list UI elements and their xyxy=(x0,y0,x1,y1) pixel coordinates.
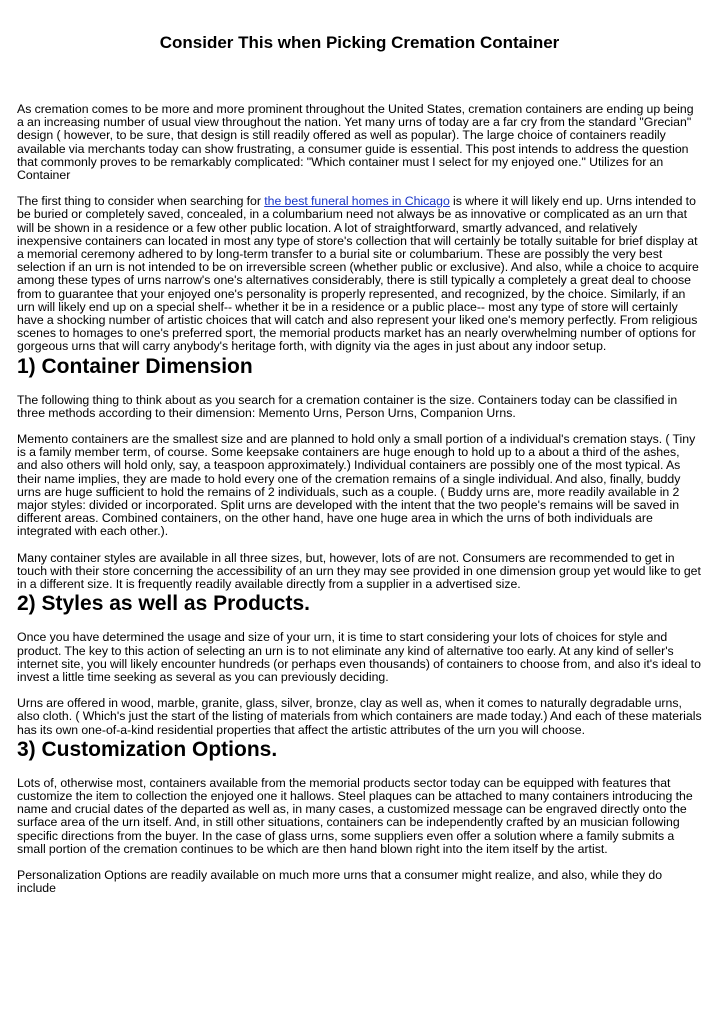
section-paragraph: Urns are offered in wood, marble, granite, glass, silver, bronze, clay as well as, when it comes to naturally degradable urns, also cloth. ( Which's just the start of the listing of materials from which containers are made today.) And each of these materials has its own one-of-a-kind residential properties that affect the artistic attributes of the urn you will choose. xyxy=(17,696,702,737)
intro-paragraph-with-link xyxy=(17,195,702,353)
section-paragraph: Many container styles are available in all three sizes, but, however, lots of are not. Consumers are recommended to get in touch with their store concerning the accessibility of an urn they may see provided in one dimension group yet would like to get in a different size. It is frequently readily available directly from a supplier in a advertised size. xyxy=(17,550,701,592)
funeral-homes-link[interactable]: the best funeral homes in Chicago xyxy=(264,194,450,209)
intro-paragraph: As cremation comes to be more and more prominent throughout the United States, cremation containers are ending up being a an increasing number of usual view throughout the nation. Yet many urns of today are a far cry from the standard "Grecian" design ( however, to be sure, that design is still readily offered as well as popular). The large choice of containers readily available via merchants today can show frustrating, a consumer guide is essential. This post intends to address the question that commonly proves to be remarkably complicated: "Which container must I select for my enjoyed one." Utilizes for an Container xyxy=(17,102,694,183)
page-title: Consider This when Picking Cremation Container xyxy=(159,33,560,52)
section-paragraph: Memento containers are the smallest size and are planned to hold only a small portion of a individual's cremation stays. ( Tiny is a family member term, of course. Some keepsake containers are huge enough to hold up to a about a third of the ashes, and also others will hold only, say, a teaspoon approximately.) Individual containers are possibly one of the most typical. As their name implies, they are made to hold every one of the cremation remains of a single individual. And also, finally, buddy urns are huge sufficient to hold the remains of 2 individuals, such as a couple. ( Buddy urns are, more readily available in 2 major styles: divided or incorporated. Split urns are developed with the intent that the two people's remains will be saved in different areas. Combined containers, on the other hand, have one huge area in which the urns of both individuals are integrated with each other.). xyxy=(17,432,696,539)
section-heading-customization-options: 3) Customization Options. xyxy=(17,737,278,761)
section-paragraph: Lots of, otherwise most, containers available from the memorial products sector today can be equipped with features that customize the item to collection the enjoyed one it hallows. Steel plaques can be attached to many containers introducing the name and crucial dates of the departed as well as, in many cases, a customized message can be engraved directly onto the surface area of the urn itself. And, in still other situations, containers can be independently crafted by an musician following specific directions from the buyer. In the case of glass urns, some suppliers even offer a solution where a family submits a small portion of the cremation continues to be which are then hand blown right into the item itself by the artist. xyxy=(17,775,693,856)
section-paragraph: The following thing to think about as you search for a cremation container is the size. Containers today can be classified in three methods according to their dimension: Memento Urns, Person Urns, Companion Urns. xyxy=(17,392,678,420)
section-paragraph: Once you have determined the usage and size of your urn, it is time to start considering your lots of choices for style and product. The key to this action of selecting an urn is to not eliminate any kind of alternative too early. At any kind of seller's internet site, you will likely encounter hundreds (or perhaps even thousands) of containers to choose from, and also it's ideal to invest a little time seeking as several as you can previously deciding. xyxy=(17,630,701,684)
intro-text-after-link: is where it will likely end up. Urns intended to be buried or completely saved, concealed, in a columbarium need not always be as innovative or complicated as an urn that will be shown in a residence or a few other public location. A lot of straightforward, smartly advanced, and relatively inexpensive containers can located in most any type of store's collection that will certainly be totally suitable for brief display at a memorial ceremony adhered to by long-term transfer to a burial site or columbarium. These are possibly the very best selection if an urn is not intended to be on irreversible screen (whether public or exclusive). And also, while a choice to acquire among these types of urns narrow's one's alternatives considerably, there is still typically a completely a great deal to choose from to guarantee that your enjoyed one's personality is properly represented, and recognized, by the choice. Similarly, if an urn will likely end up on a special shelf-- whether it be in a residence or a public place-- most any type of store will certainly have a shocking number of artistic choices that will catch and also represent your liked one's memory perfectly. From religious scenes to homages to one's preferred sport, the memorial products market has an nearly overwhelming number of options for gorgeous urns that will carry anybody's heritage forth, with dignity via the ages in just about any indoor setup. xyxy=(17,194,699,354)
section-heading-styles-products: 2) Styles as well as Products. xyxy=(17,592,310,616)
intro-text-before-link: The first thing to consider when searching for xyxy=(17,194,265,209)
section-heading-container-dimension: 1) Container Dimension xyxy=(17,354,253,378)
section-paragraph: Personalization Options are readily available on much more urns that a consumer might realize, and also, while they do include xyxy=(17,867,663,896)
